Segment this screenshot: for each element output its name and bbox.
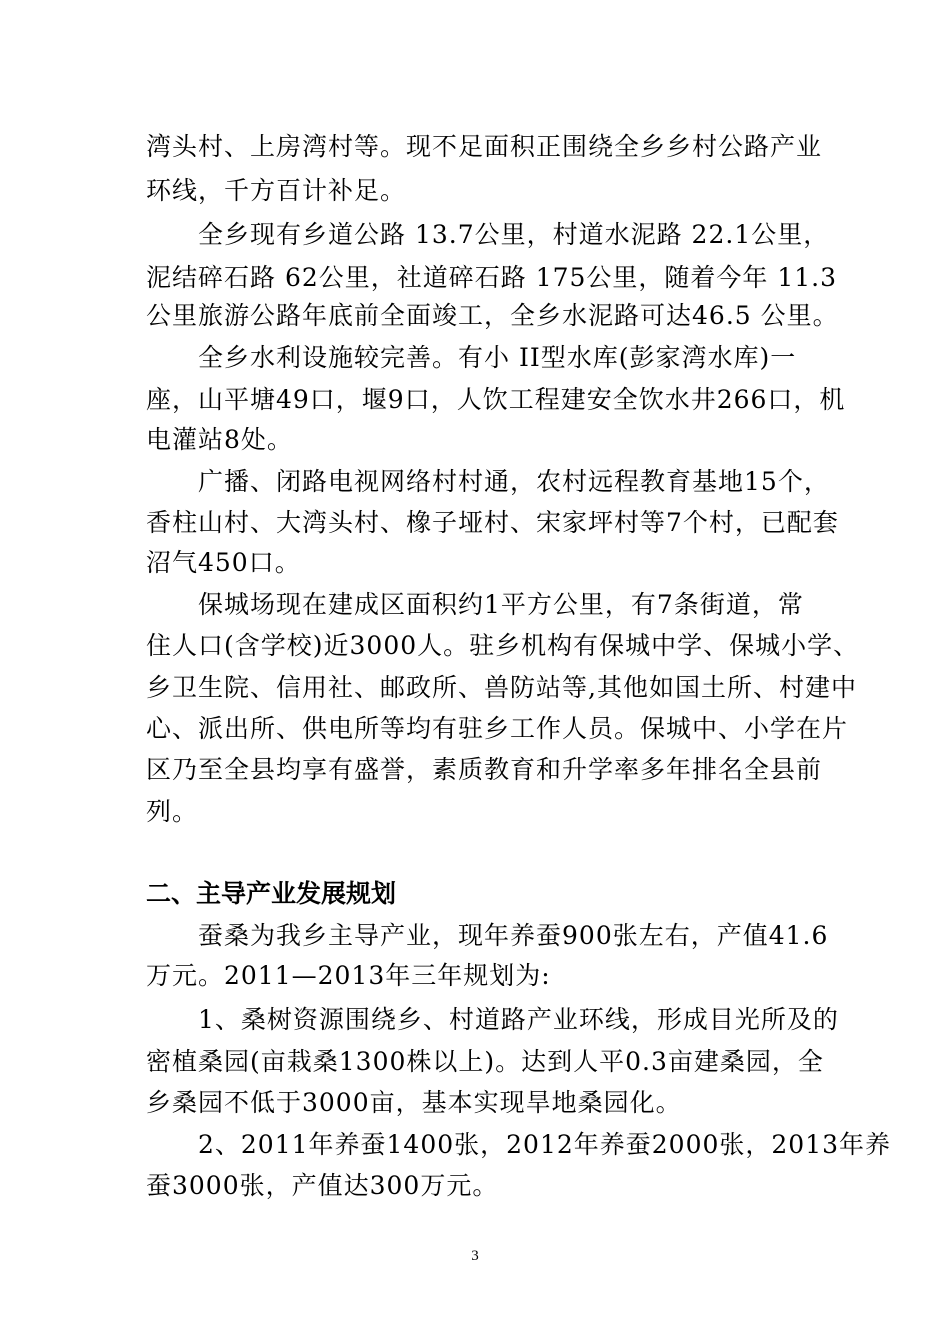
paragraph-2-line-1: 全乡现有乡道公路 13.7公里，村道水泥路 22.1公里， — [198, 220, 830, 249]
paragraph-1-line-2: 环线，千方百计补足。 — [146, 176, 407, 205]
paragraph-3-line-1: 全乡水利设施较完善。有小 II型水库(彭家湾水库)一 — [198, 343, 797, 372]
paragraph-4-line-1: 广播、闭路电视网络村村通，农村远程教育基地15个， — [198, 467, 830, 496]
section-paragraph-2-line-3: 乡桑园不低于3000亩，基本实现旱地桑园化。 — [146, 1088, 682, 1117]
paragraph-5-line-5: 区乃至全县均享有盛誉，素质教育和升学率多年排名全县前 — [146, 755, 823, 784]
section-paragraph-1-line-2: 万元。2011—2013年三年规划为: — [146, 961, 551, 990]
section-paragraph-2-line-1: 1、桑树资源围绕乡、村道路产业环线，形成目光所及的 — [198, 1005, 839, 1034]
paragraph-3-line-3: 电灌站8处。 — [146, 425, 293, 454]
page-number: 3 — [471, 1248, 479, 1264]
section-paragraph-3-line-1: 2、2011年养蚕1400张，2012年养蚕2000张，2013年养 — [198, 1130, 892, 1159]
section-paragraph-2-line-2: 密植桑园(亩栽桑1300株以上)。达到人平0.3亩建桑园，全 — [146, 1047, 824, 1076]
section-paragraph-1-line-1: 蚕桑为我乡主导产业，现年养蚕900张左右，产值41.6 — [198, 921, 829, 950]
paragraph-2-line-2: 泥结碎石路 62公里，社道碎石路 175公里，随着今年 11.3 — [146, 263, 838, 292]
paragraph-5-line-3: 乡卫生院、信用社、邮政所、兽防站等,其他如国土所、村建中 — [146, 673, 857, 702]
paragraph-2-line-3: 公里旅游公路年底前全面竣工，全乡水泥路可达46.5 公里。 — [146, 301, 839, 330]
paragraph-4-line-2: 香柱山村、大湾头村、橡子垭村、宋家坪村等7个村，已配套 — [146, 508, 839, 537]
paragraph-5-line-1: 保城场现在建成区面积约1平方公里，有7条街道，常 — [198, 590, 804, 619]
paragraph-3-line-2: 座，山平塘49口，堰9口，人饮工程建安全饮水井266口，机 — [146, 385, 846, 414]
paragraph-5-line-4: 心、派出所、供电所等均有驻乡工作人员。保城中、小学在片 — [146, 714, 849, 743]
paragraph-4-line-3: 沼气450口。 — [146, 548, 301, 577]
paragraph-1-line-1: 湾头村、上房湾村等。现不足面积正围绕全乡乡村公路产业 — [146, 132, 823, 161]
section-heading: 二、主导产业发展规划 — [146, 879, 397, 908]
paragraph-5-line-2: 住人口(含学校)近3000人。驻乡机构有保城中学、保城小学、 — [146, 631, 860, 660]
section-paragraph-3-line-2: 蚕3000张，产值达300万元。 — [146, 1171, 499, 1200]
paragraph-5-line-6: 列。 — [146, 797, 199, 826]
